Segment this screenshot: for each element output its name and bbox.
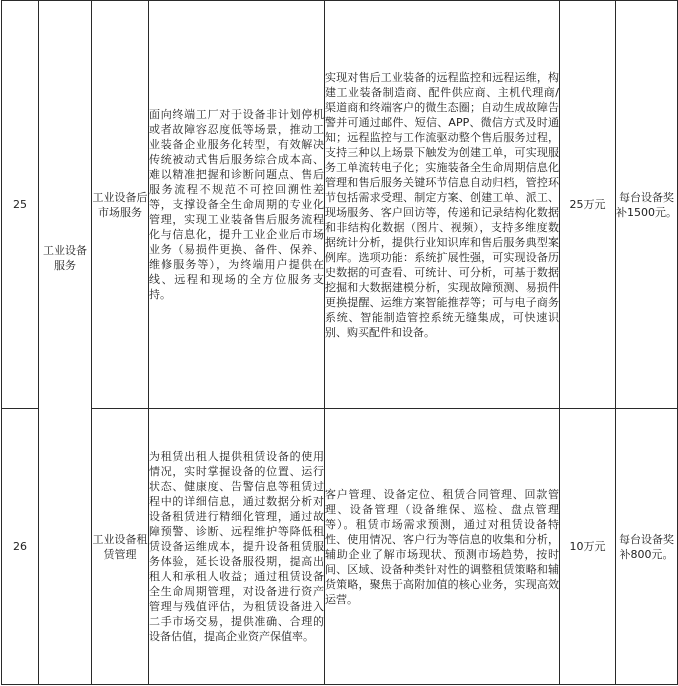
subsidy-amount: 25万元 — [560, 1, 616, 409]
table-row — [2, 409, 678, 685]
subsidy-table — [1, 0, 678, 685]
service-description: 为租赁出租人提供租赁设备的使用情况，实时掌握设备的位置、运行状态、健康度、告警信息等租赁过程中的详细信息，通过数据分析对设备租赁进行精细化管理，通过故障预警、诊断、远程维护等降低租赁设备运维成本，提升设备租赁服务体验，延长设备服役期，提高出租人和承租人收益；通过租赁设备全生命周期管理，对设备进行资产管理与残值评估，为租赁设备进入二手市场交易，提供准确、合理的设备估值，提高企业资产保值率。 — [149, 409, 325, 685]
row-index: 26 — [2, 409, 39, 685]
service-detail: 实现对售后工业装备的远程监控和远程运维，构建工业装备制造商、配件供应商、主机代理商/渠道商和终端客户的微生态圈；自动生成故障告警并可通过邮件、短信、APP、微信方式及时通知；远程监控与工作流驱动整个售后服务过程，支持三种以上场景下触发为创建工单，可实现服务工单流转电子化；实施装备全生命周期信息化管理和售后服务关键环节信息自动归档，管控环节包括需求受理、制定方案、创建工单、派工、现场服务、客户回访等，传递和记录结构化数据和非结构化数据（图片、视频），支持多维度数据统计分析，提供行业知识库和售后服务典型案例库。选项功能：系统扩展性强，可实现设备历史数据的可查看、可统计、可分析，可基于数据挖掘和大数据建模分析，实现故障预测、易损件更换提醒、运维方案智能推荐等；可与电子商务系统、智能制造管控系统无缝集成，可快速识别、购买配件和设备。 — [325, 1, 560, 409]
reward-per-device: 每台设备奖补1500元。 — [616, 1, 678, 409]
table-row — [2, 1, 678, 409]
reward-per-device: 每台设备奖补800元。 — [616, 409, 678, 685]
row-index: 25 — [2, 1, 39, 409]
service-name: 工业设备后市场服务 — [92, 1, 149, 409]
service-detail: 客户管理、设备定位、租赁合同管理、回款管理、设备管理（设备维保、巡检、盘点管理等）。租赁市场需求预测，通过对租赁设备特性、使用情况、客户行为等信息的收集和分析，辅助企业了解市场现状、预测市场趋势，按时间、区域、设备种类针对性的调整租赁策略和辅货策略，聚焦于高附加值的核心业务，实现高效运营。 — [325, 409, 560, 685]
service-description: 面向终端工厂对于设备非计划停机或者故障容忍度低等场景，推动工业装备企业服务化转型，有效解决传统被动式售后服务综合成本高、难以精准把握和诊断问题点、售后服务流程不规范不可控回溯性差等，支撑设备全生命周期的专业化管理，实现工业装备售后服务流程化与信息化，提升工业企业后市场业务（易损件更换、备件、保养、维修服务等），为终端用户提供在线、远程和现场的全方位服务支持。 — [149, 1, 325, 409]
category-cell: 工业设备服务 — [39, 1, 92, 685]
subsidy-amount: 10万元 — [560, 409, 616, 685]
service-name: 工业设备租赁管理 — [92, 409, 149, 685]
